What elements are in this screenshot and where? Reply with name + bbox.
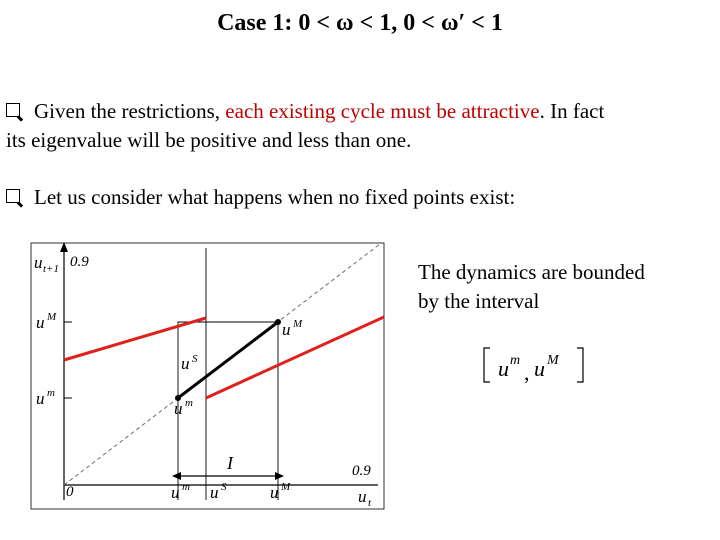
- y-uM-sup: M: [47, 311, 57, 323]
- bullet-2: [6, 183, 515, 212]
- bullet-1-text-b: . In fact: [539, 99, 605, 123]
- x-uS-label: u: [210, 483, 219, 502]
- x-axis-label: u: [358, 487, 367, 506]
- orbit-box: [178, 322, 278, 500]
- y-axis-label: u: [34, 253, 43, 272]
- slide-title: Case 1: 0 < ω < 1, 0 < ω′ < 1: [217, 10, 503, 36]
- interval-arrow-right-icon: [275, 472, 284, 480]
- origin-label: 0: [66, 484, 74, 500]
- checkbox-bullet-icon: [6, 103, 20, 117]
- point-uM-label: u: [282, 320, 291, 339]
- side-text-line-2: by the interval: [418, 289, 540, 313]
- y-uM-label: u: [36, 313, 45, 332]
- x-um-label: u: [171, 483, 180, 502]
- checkbox-bullet-icon: [6, 189, 20, 203]
- point-um-label: u: [174, 399, 183, 418]
- interval-comma: ,: [524, 360, 530, 385]
- y-axis-label-sub: t+1: [43, 263, 59, 275]
- point-uS-label: u: [181, 354, 190, 373]
- cobweb-figure: [28, 238, 388, 513]
- interval-I-label: I: [227, 453, 233, 473]
- side-text: [418, 258, 708, 316]
- bullet-1-text-c: its eigenvalue will be positive and less than one.: [6, 128, 412, 152]
- bullet-1-text-a: Given the restrictions,: [34, 99, 226, 123]
- point-uM-sup: M: [293, 318, 303, 330]
- y-um-label: u: [36, 389, 45, 408]
- y-axis-arrow-icon: [60, 242, 68, 252]
- bullet-2-text: Let us consider what happens when no fixed points exist:: [34, 185, 516, 209]
- interval-right: u: [534, 356, 545, 381]
- x-uM-label: u: [270, 483, 279, 502]
- point-um-sup: m: [185, 397, 193, 409]
- x-uS-sup: S: [221, 481, 227, 493]
- x-uM-sup: M: [281, 481, 291, 493]
- x-axis-label-sub: t: [368, 497, 372, 509]
- interval-left: u: [498, 356, 509, 381]
- interval-right-sup: M: [547, 353, 559, 368]
- interval-arrow-left-icon: [172, 472, 181, 480]
- bullet-1-line-2: [6, 126, 411, 155]
- point-uS-sup: S: [192, 353, 198, 365]
- y-um-sup: m: [47, 387, 55, 399]
- interval-formula: [480, 340, 590, 390]
- bullet-1: [6, 97, 604, 126]
- y-max-label: 0.9: [70, 254, 89, 270]
- side-text-line-1: The dynamics are bounded: [418, 260, 645, 284]
- interval-left-sup: m: [510, 353, 521, 368]
- bullet-1-highlight: each existing cycle must be attractive: [225, 99, 540, 123]
- x-max-label: 0.9: [352, 463, 371, 479]
- x-um-sup: m: [182, 481, 190, 493]
- uM-point: [275, 319, 281, 325]
